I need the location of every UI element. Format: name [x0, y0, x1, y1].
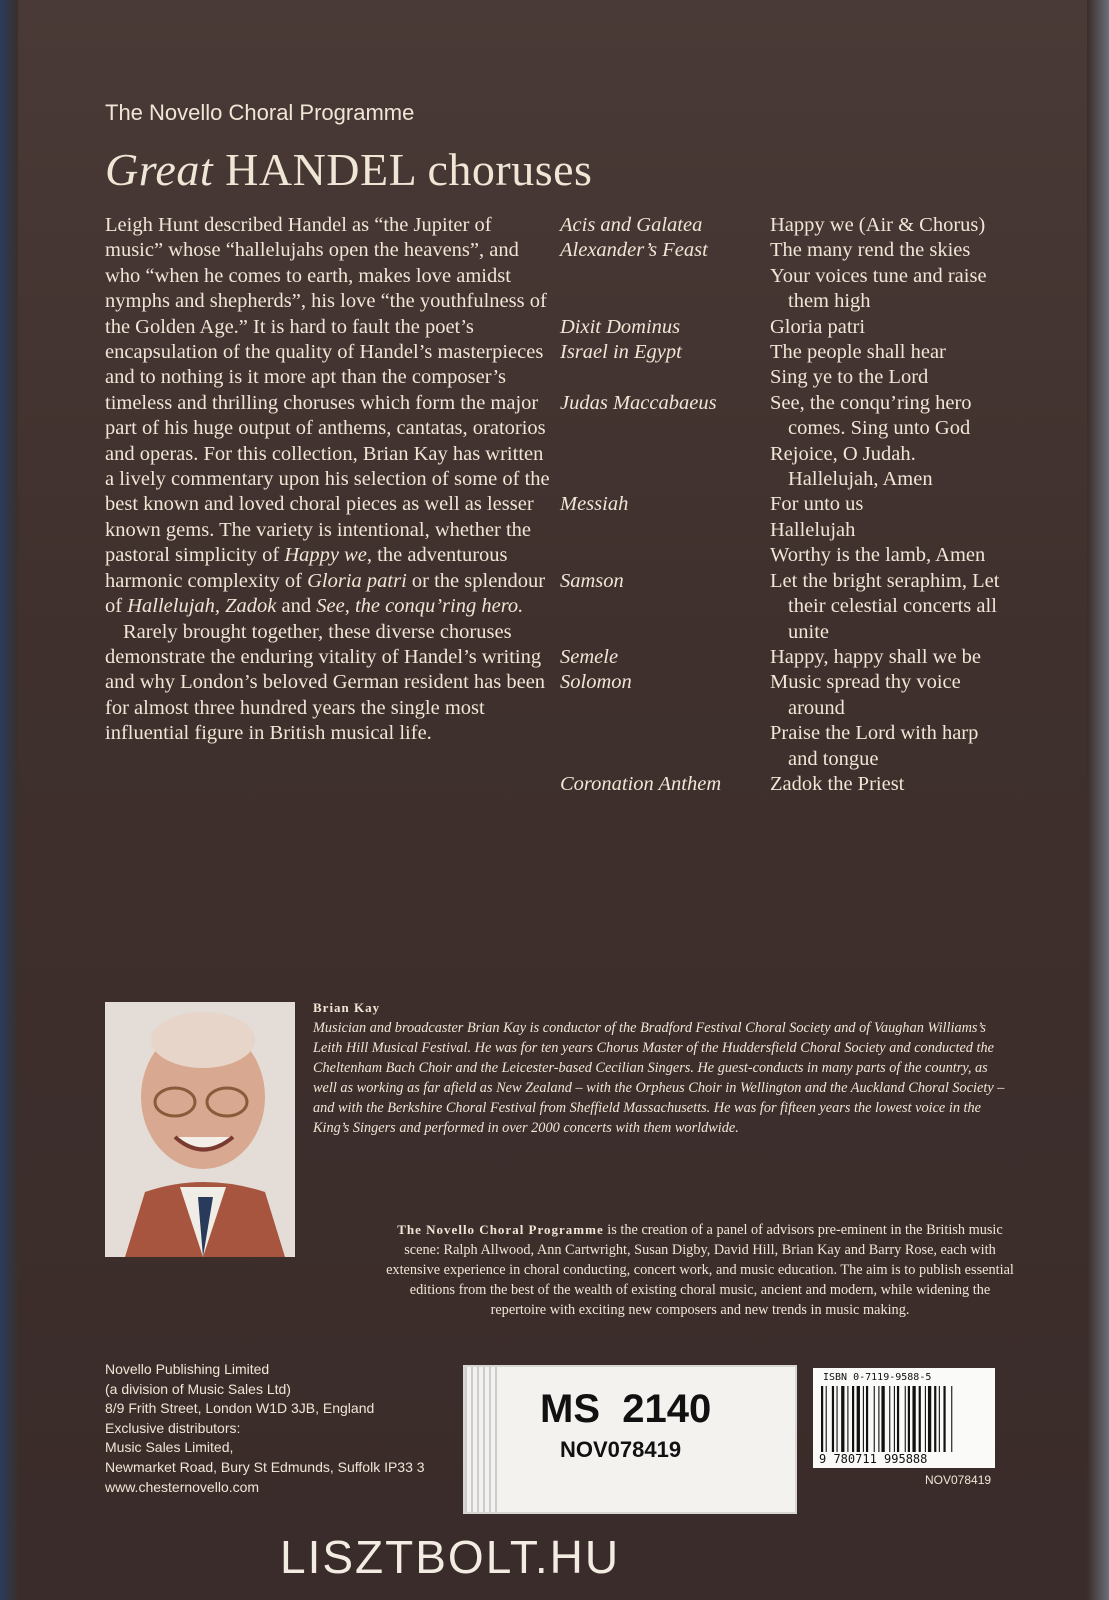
- bio-heading: Brian Kay: [313, 1000, 381, 1015]
- work-title: [560, 721, 770, 772]
- work-title: Solomon: [560, 671, 632, 694]
- chorus-title: The many rend the skies: [770, 239, 971, 262]
- work-title: [560, 365, 770, 390]
- work-row: [560, 340, 1010, 365]
- catalogue-number: NOV078419: [560, 1437, 682, 1462]
- work-row: [560, 518, 1010, 543]
- work-row: [560, 492, 1010, 517]
- cover-edge-left: [0, 0, 18, 1600]
- work-title: Coronation Anthem: [560, 772, 722, 795]
- series-title: The Novello Choral Programme: [105, 100, 415, 125]
- work-title: Semele: [560, 645, 619, 668]
- chorus-title: Sing ye to the Lord: [770, 366, 929, 389]
- portrait-illustration: [105, 1002, 295, 1257]
- author-photo: [105, 1002, 295, 1257]
- label-strip: [465, 1367, 497, 1512]
- work-title: Messiah: [560, 493, 629, 516]
- chorus-title: Music spread thy voice around: [770, 671, 961, 719]
- work-title: [560, 442, 770, 493]
- work-row: [560, 238, 1010, 263]
- work-row: [560, 391, 1010, 442]
- chorus-title: Rejoice, O Judah. Hallelujah, Amen: [770, 442, 933, 491]
- barcode-icon: [821, 1386, 987, 1452]
- cover-edge-right: [1087, 0, 1109, 1600]
- chorus-title: Gloria patri: [770, 315, 866, 338]
- programme-text: is the creation of a panel of advisors pre-eminent in the British music scene: Ralph Allwood, Ann Cartwright, Susan Digby, David Hill, Brian Kay and Barry Rose, each with extensive experience in choral conducting, concert work, and music education. The aim is to publish essential editions from the best of the wealth of existing choral music, ancient and modern, while widening the repertoire with exciting new composers and new trends in music making.: [386, 1222, 1014, 1318]
- shelf-code: MS 2140: [540, 1387, 712, 1431]
- publisher-info: [105, 1360, 425, 1497]
- work-row: [560, 721, 1010, 772]
- description-blurb: [105, 213, 550, 747]
- title-main: HANDEL choruses: [213, 144, 593, 195]
- chorus-title: Your voices tune and raise them high: [770, 264, 987, 313]
- chorus-title: Let the bright seraphim, Let their celestial concerts all unite: [770, 569, 1000, 643]
- publisher-line: (a division of Music Sales Ltd): [105, 1380, 291, 1397]
- barcode-catalogue: NOV078419: [925, 1473, 992, 1487]
- work-title: [560, 543, 770, 568]
- chorus-title: Praise the Lord with harp and tongue: [770, 722, 979, 770]
- publisher-line: 8/9 Frith Street, London W1D 3JB, England: [105, 1400, 375, 1417]
- chorus-title: For unto us: [770, 493, 864, 516]
- programme-lead: The Novello Choral Programme: [397, 1222, 604, 1237]
- chorus-title: Hallelujah: [770, 518, 856, 541]
- work-title: Acis and Galatea: [560, 214, 703, 236]
- work-row: [560, 772, 1010, 797]
- chorus-title: Happy, happy shall we be: [770, 645, 982, 668]
- chorus-title: Zadok the Priest: [770, 772, 905, 795]
- blurb-paragraph-1: Leigh Hunt described Handel as “the Jupiter of music” whose “hallelujahs open the heavens”, and who “when he comes to earth, makes love amidst nymphs and shepherds”, his love “the youthfulness of the Golden Age.” It is hard to fault the poet’s encapsulation of the quality of Handel’s masterpieces and to nothing is it more apt than the composer’s timeless and thrilling choruses which form the major part of his huge output of anthems, cantatas, oratorios and operas. For this collection, Brian Kay has written a lively commentary upon his selection of some of the best known and loved choral pieces as well as lesser known gems. The variety is intentional, whether the pastoral simplicity of Happy we, the adventurous harmonic complexity of Gloria patri or the splendour of Hallelujah, Zadok and See, the conqu’ring hero.: [105, 214, 550, 618]
- isbn: ISBN 0-7119-9588-5: [823, 1372, 932, 1383]
- barcode-sticker: [813, 1368, 995, 1468]
- work-title: [560, 264, 770, 315]
- work-row: [560, 264, 1010, 315]
- watermark: LISZTBOLT.HU: [280, 1531, 621, 1583]
- chorus-title: Happy we (Air & Chorus): [770, 214, 986, 236]
- chorus-title: Worthy is the lamb, Amen: [770, 544, 986, 567]
- work-title: Dixit Dominus: [560, 315, 681, 338]
- work-row: [560, 645, 1010, 670]
- work-row: [560, 365, 1010, 390]
- work-row: [560, 670, 1010, 721]
- book-title: [105, 143, 592, 196]
- chorus-title: See, the conqu’ring hero comes. Sing unto God: [770, 391, 972, 440]
- title-italic: Great: [105, 144, 214, 195]
- work-row: [560, 213, 1010, 238]
- work-row: [560, 543, 1010, 568]
- publisher-line: Exclusive distributors:: [105, 1419, 241, 1436]
- publisher-line: Music Sales Limited,: [105, 1439, 234, 1456]
- work-title: Judas Maccabaeus: [560, 391, 717, 414]
- work-title: Alexander’s Feast: [560, 239, 708, 262]
- programme-description: [385, 1220, 1015, 1320]
- publisher-line: www.chesternovello.com: [105, 1478, 260, 1495]
- publisher-line: Novello Publishing Limited: [105, 1361, 270, 1377]
- chorus-title: The people shall hear: [770, 341, 946, 364]
- publisher-line: Newmarket Road, Bury St Edmunds, Suffolk IP33 3: [105, 1458, 425, 1475]
- blurb-paragraph-2: Rarely brought together, these diverse choruses demonstrate the enduring vitality of Handel’s writing and why London’s beloved German resident has been for almost three hundred years the single most influential figure in British musical life.: [105, 620, 546, 745]
- library-label: [463, 1365, 797, 1514]
- bio-text: Musician and broadcaster Brian Kay is conductor of the Bradford Festival Choral Society and of Vaughan Williams’s Leith Hill Musical Festival. He was for ten years Chorus Master of the Huddersfield Choral Society and conducted the Cheltenham Bach Choir and the Leicester-based Cecilian Singers. He guest-conducts in many parts of the country, as well as working as far afield as New Zealand – with the Orpheus Choir in Wellington and the Auckland Choral Society – and with the Berkshire Choral Festival from Sheffield Massachusetts. He was for fifteen years the lowest voice in the King’s Singers and performed in over 2000 concerts with them worldwide.: [313, 1020, 1005, 1136]
- work-title: Samson: [560, 569, 624, 592]
- work-row: [560, 569, 1010, 645]
- work-title: Israel in Egypt: [560, 341, 682, 364]
- contents-list: [560, 213, 1010, 797]
- work-row: [560, 315, 1010, 340]
- work-row: [560, 442, 1010, 493]
- ean-number: 9 780711 995888: [819, 1452, 928, 1466]
- work-title: [560, 518, 770, 543]
